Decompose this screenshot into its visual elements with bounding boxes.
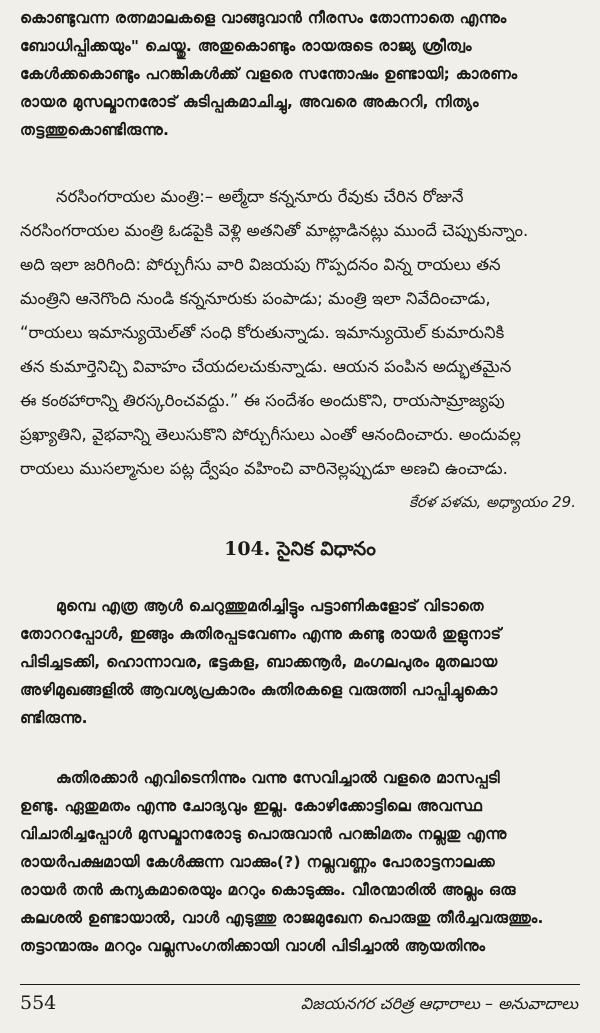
text-line: తన కుమార్తెనిచ్చి వివాహం చేయదలచుకున్నాడు. ఆయన పంపిన అద్భుతమైన [20,357,512,376]
text-line: കലശൽ ഉണ്ടായാൽ, വാൾ എടുത്തു രാജമുഖേന പൊരുതു തീർച്ചവരുത്തും. [20,909,544,927]
text-line: రాయలు ముసల్మానుల పట్ల ద్వేషం వహించి వారినెల్లప్పుడూ అణచి ఉంచాడు. [20,459,508,478]
text-line: నరసింగరాయల మంత్రి:– అల్మేదా కన్ననూరు రేవుకు చేరిన రోజునే [56,187,464,206]
footer-rule [20,984,580,985]
text-line: ഉണ്ടു. ഏതുമതം എന്നു ചോദ്യവും ഇല്ല. കോഴിക്കോട്ടിലെ അവസ്ഥ [20,797,483,815]
text-line: തട്ടത്തുകൊണ്ടിരുന്നു. [20,121,170,139]
text-line: രായർ തൻ കന്യകമാരെയും മററും കൊടുക്കും. വീരന്മാരിൽ അല്ലം ഒരു [20,881,516,899]
text-line: തോററപ്പോൾ, ഇങ്ങും കുതിരപ്പടവേണം എന്നു കണ്ടു രായർ തുളുനാട് [20,625,502,643]
section-number: 104. [224,538,271,560]
section-title: సైనిక విధానం [277,538,376,560]
text-line: “రాయలు ఇమాన్యుయెల్‌తో సంధి కోరుతున్నాడు. ఇమాన్యుయెల్ కుమారునికి [20,323,505,342]
text-line: അഴിമുഖങ്ങളിൽ ആവശ്യപ്രകാരം കുതിരകളെ വരുത്തി പാപ്പിച്ചുകൊ [20,681,498,699]
malayalam-paragraph-3 [20,764,578,960]
text-line: പിടിച്ചടക്കി, ഹൊന്നാവര, ഭട്ടകള, ബാക്കനൂർ, മംഗലപുരം മുതലായ [20,653,498,671]
page-number: 554 [20,992,57,1014]
malayalam-paragraph-2 [20,592,578,732]
text-line: ണ്ടിരുന്നു. [20,709,88,727]
text-line: ప్రఖ్యాతిని, వైభవాన్ని తెలుసుకొని పోర్చుగీసులు ఎంతో ఆనందించారు. అందువల్ల [20,425,522,444]
telugu-translation-paragraph [20,180,578,486]
text-line: കൊണ്ടുവന്ന രത്നമാലകളെ വാങ്ങുവാൻ നീരസം തോന്നാതെ എന്നും [20,9,507,27]
text-line: രായര മുസല്മാനരോട് കുടിപ്പകമാചിച്ചു, അവരെ അകററി, നിത്യം [20,93,479,111]
text-line: ఈ కంఠహారాన్ని తిరస్కరించవద్దు.” ఈ సందేశం అందుకొని, రాయసామ్రాజ్యపు [20,391,505,410]
text-line: കേൾക്കകൊണ്ടും പറങ്കികൾക്ക് വളരെ സന്തോഷം ഉണ്ടായി; കാരണം [20,65,518,83]
malayalam-paragraph-1 [20,4,578,144]
running-head: విజయనగర చరిత్ర ఆధారాలు – అనువాదాలు [300,994,578,1013]
text-line: മുമ്പെ എത്ര ആൾ ചെറുത്തുമരിച്ചിട്ടും പട്ടാണികളോട് വിടാതെ [56,597,484,615]
text-line: രായർപക്ഷമായി കേൾക്കുന്ന വാക്കും(?) നല്ലവണ്ണം പോരാട്ടനാലക്ക [20,853,495,871]
text-line: കുതിരക്കാർ എവിടെനിന്നും വന്നു സേവിച്ചാൽ വളരെ മാസപ്പടി [56,769,500,787]
text-line: ബോധിപ്പിക്കയും" ചെയ്തു. അതുകൊണ്ടും രായരുടെ രാജ്യ ശ്രീത്വം [20,37,472,55]
text-line: തട്ടാന്മാരും മററും വല്ലസംഗതിക്കായി വാശി പിടിച്ചാൽ ആയതിനും [20,937,486,955]
source-citation: కేరళ పళమ, అధ్యాయం 29. [409,493,576,511]
text-line: మంత్రిని ఆనెగొంది నుండి కన్ననూరుకు పంపాడు; మంత్రి ఇలా నివేదించాడు, [20,289,491,308]
section-heading [0,538,600,565]
text-line: വിചാരിച്ചപ്പോൾ മുസല്മാനരോടു പൊരുവാൻ പറങ്കിമതം നല്ലതു എന്നു [20,825,507,843]
text-line: అది ఇలా జరిగింది: పోర్చుగీసు వారి విజయపు గొప్పదనం విన్న రాయలు తన [20,255,501,274]
text-line: నరసింగరాయల మంత్రి ఓడపైకి వెళ్లి అతనితో మాట్లాడినట్లు ముందే చెప్పుకున్నాం. [20,221,529,240]
